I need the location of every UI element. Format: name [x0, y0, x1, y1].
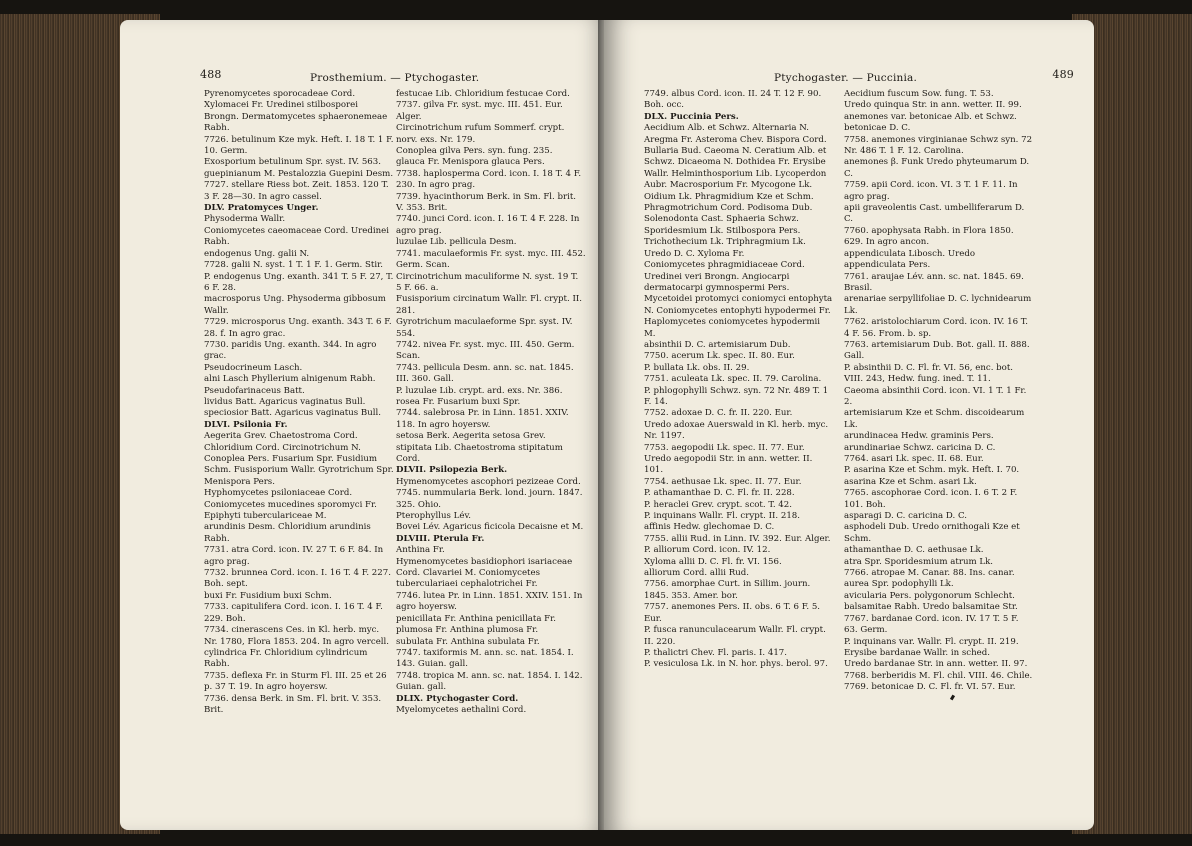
index-entry: 7745. nummularia Berk. lond. journ. 1847. 325. Ohio. [396, 488, 586, 510]
index-entry: endogenus Ung. galii N. [204, 248, 310, 259]
index-entry: asparagi D. C. caricina D. C. [844, 511, 967, 522]
index-entry: P. fusca ranunculacearum Wallr. Fl. crypt. II. 220. [644, 625, 829, 647]
index-entry: P. athamanthae D. C. Fl. fr. II. 228. [644, 488, 795, 499]
index-entry: Uredo quinqua Str. in ann. wetter. II. 99. [844, 100, 1022, 111]
left-page [120, 20, 610, 830]
index-entry: macrosporus Ung. Physoderma gibbosum Wallr. [204, 294, 389, 316]
index-entry: 7729. microsporus Ung. exanth. 343 T. 6 F. 28. f. In agro grac. [204, 317, 395, 339]
index-entry: 7754. aethusae Lk. spec. II. 77. Eur. [644, 476, 802, 487]
index-entry: 7769. betonicae D. C. Fl. fr. VI. 57. Eur. [844, 682, 1016, 693]
index-entry: Hymenomycetes ascophori pezizeae Cord. [396, 476, 581, 487]
index-entry: P. vesiculosa Lk. in N. hor. phys. berol. 97. [644, 659, 828, 670]
index-entry: Conoplea gilva Pers. syn. fung. 235. [396, 146, 553, 157]
index-entry: DLIX. Ptychogaster Cord. [396, 693, 519, 704]
index-entry: 7736. densa Berk. in Sm. Fl. brit. V. 353. Brit. [204, 693, 384, 715]
index-entry: arenariae serpyllifoliae D. C. lychnidearum Lk. [844, 294, 1035, 316]
index-entry: 7764. asari Lk. spec. II. 68. Eur. [844, 454, 984, 464]
index-entry: 7761. araujae Lév. ann. sc. nat. 1845. 69. Brasil. [844, 271, 1027, 293]
index-entry: Erysibe bardanae Wallr. in sched. [844, 647, 990, 658]
index-entry: Hymenomycetes basidiophori isariaceae Cord. Clavariei M. Coniomycetes tuberculariaei cephalotrichei Fr. [396, 556, 575, 590]
index-entry: speciosior Batt. Agaricus vaginatus Bull. [204, 408, 381, 419]
index-entry: guepinianum M. Pestalozzia Guepini Desm. [204, 168, 394, 179]
index-entry: 7733. capitulifera Cord. icon. I. 16 T. 4 F. 229. Boh. [204, 602, 386, 624]
index-entry: asphodeli Dub. Uredo ornithogali Kze et Schm. [844, 522, 1023, 544]
index-entry: 7744. salebrosa Pr. in Linn. 1851. XXIV. 118. In agro hoyersw. [396, 408, 572, 430]
index-entry: P. phlogophylli Schwz. syn. 72 Nr. 489 T. 1 F. 14. [644, 385, 831, 407]
index-entry: anemones var. betonicae Alb. et Schwz. betonicae D. C. [844, 111, 1020, 134]
index-entry: rosea Fr. Fusarium buxi Spr. [396, 396, 521, 407]
right-page [604, 20, 1094, 830]
right-page-number: 489 [1052, 68, 1074, 81]
index-entry: 7742. nivea Fr. syst. myc. III. 450. Germ. Scan. [396, 339, 578, 362]
index-entry: 7766. atropae M. Canar. 88. Ins. canar. aurea Spr. podophylli Lk. [844, 568, 1018, 590]
index-entry: cylindrica Fr. Chloridium cylindricum Rabh. [204, 647, 371, 670]
index-entry: alni Lasch Phyllerium alnigenum Rabh. [204, 374, 376, 385]
index-entry: Circinotrichum rufum Sommerf. crypt. norv. exs. Nr. 179. [396, 123, 568, 145]
index-entry: 7765. ascophorae Cord. icon. I. 6 T. 2 F. 101. Boh. [844, 488, 1020, 510]
index-entry: 7743. pellicula Desm. ann. sc. nat. 1845. III. 360. Gall. [396, 362, 577, 385]
index-entry: arundinacea Hedw. graminis Pers. [844, 431, 994, 442]
index-entry: 7737. gilva Fr. syst. myc. III. 451. Eur. Alger. [396, 100, 566, 122]
index-entry: Uredo bardanae Str. in ann. wetter. II. 97. [844, 659, 1028, 670]
index-entry: Circinotrichum maculiforme N. syst. 19 T. 5 F. 66. a. [396, 271, 581, 293]
index-entry: penicillata Fr. Anthina penicillata Fr. [396, 613, 557, 624]
index-entry: 7726. betulinum Kze myk. Heft. I. 18 T. 1 F. 10. Germ. [204, 134, 397, 157]
index-entry: Myelomycetes aethalini Cord. [396, 704, 527, 715]
index-entry: athamanthae D. C. aethusae Lk. [844, 545, 984, 556]
index-entry: 7748. tropica M. ann. sc. nat. 1854. I. 142. Guian. gall. [396, 670, 586, 693]
index-entry: 7735. deflexa Fr. in Sturm Fl. III. 25 et 26 p. 37 T. 19. In agro hoyersw. [204, 670, 390, 693]
index-entry: 7767. bardanae Cord. icon. IV. 17 T. 5 F. 63. Germ. [844, 613, 1022, 636]
index-entry: absinthii D. C. artemisiarum Dub. [644, 339, 791, 350]
index-entry: 7747. taxiformis M. ann. sc. nat. 1854. I. 143. Guian. gall. [396, 647, 577, 670]
index-entry: glauca Fr. Menispora glauca Pers. [396, 157, 545, 168]
index-entry: 7732. brunnea Cord. icon. I. 16 T. 4 F. 227. Boh. sept. [204, 568, 394, 590]
index-entry: alliorum Cord. allii Rud. [644, 568, 749, 579]
index-entry: Caeoma absinthii Cord. icon. VI. 1 T. 1 Fr. 2. [844, 385, 1030, 407]
index-entry: 7746. lutea Pr. in Linn. 1851. XXIV. 151. In agro hoyersw. [396, 590, 586, 613]
index-entry: Hyphomycetes psiloniaceae Cord. Coniomycetes mucedines sporomyci Fr. Epiphyti tuberculariceae M. [204, 488, 380, 522]
right-column-2 [844, 89, 1034, 694]
index-entry: arundinariae Schwz. caricina D. C. [844, 442, 996, 453]
index-entry: DLVI. Psilonia Fr. [204, 419, 288, 430]
index-entry: 7755. allii Rud. in Linn. IV. 392. Eur. Alger. [644, 533, 831, 544]
index-entry: 7751. aculeata Lk. spec. II. 79. Carolina. [644, 374, 822, 385]
index-entry: stipitata Lib. Chaetostroma stipitatum Cord. [396, 442, 566, 464]
left-column-2 [396, 89, 589, 716]
index-entry: Physoderma Wallr. [204, 214, 286, 225]
index-entry: 7728. galii N. syst. 1 T. 1 F. 1. Germ. Stir. [204, 260, 383, 271]
index-entry: P. luzulae Lib. crypt. ard. exs. Nr. 386. [396, 385, 563, 396]
index-entry: 7756. amorphae Curt. in Sillim. journ. 1845. 353. Amer. bor. [644, 579, 813, 601]
index-entry: subulata Fr. Anthina subulata Fr. [396, 636, 540, 647]
index-entry: Anthina Fr. [396, 545, 445, 556]
index-entry: Aegerita Grev. Chaetostroma Cord. Chloridium Cord. Circinotrichum N. Conoplea Pers. Fusarium Spr. Fusidium Schm. Fusisporium Wallr. Gyrotrichum Spr. Menispora Pers. [204, 431, 397, 487]
right-running-head: Ptychogaster. — Puccinia. [774, 72, 918, 84]
index-entry: Uredo adoxae Auerswald in Kl. herb. myc. Nr. 1197. [644, 419, 831, 442]
index-entry: Aecidium fuscum Sow. fung. T. 53. [844, 89, 994, 99]
index-entry: 7741. maculaeformis Fr. syst. myc. III. 452. Germ. Scan. [396, 248, 589, 271]
index-entry: 7738. haplosperma Cord. icon. I. 18 T. 4 F. 230. In agro prag. [396, 168, 584, 191]
index-entry: 7762. aristolochiarum Cord. icon. IV. 16 T. 4 F. 56. From. b. sp. [844, 317, 1031, 339]
index-entry: Bovei Lév. Agaricus ficicola Decaisne et M. [396, 522, 584, 533]
index-entry: anemones β. Funk Uredo phyteumarum D. C. [844, 157, 1032, 179]
index-entry: buxi Fr. Fusidium buxi Schm. [204, 590, 332, 601]
left-page-number: 488 [200, 68, 222, 81]
index-entry: P. heraclei Grev. crypt. scot. T. 42. [644, 499, 792, 510]
index-entry: DLX. Puccinia Pers. [644, 111, 739, 122]
index-entry: Xyloma allii D. C. Fl. fr. VI. 156. [644, 556, 782, 567]
index-entry: Pseudocrineum Lasch. [204, 362, 303, 373]
index-entry: 7739. hyacinthorum Berk. in Sm. Fl. brit. V. 353. Brit. [396, 191, 579, 214]
index-entry: 7763. artemisiarum Dub. Bot. gall. II. 888. Gall. [844, 339, 1033, 362]
index-entry: balsamitae Rabh. Uredo balsamitae Str. [844, 602, 1018, 613]
index-entry: 7753. aegopodii Lk. spec. II. 77. Eur. Uredo aegopodii Str. in ann. wetter. II. 101. [644, 442, 816, 476]
index-entry: 7759. apii Cord. icon. VI. 3 T. 1 F. 11. In agro prag. [844, 180, 1021, 202]
index-entry: artemisiarum Kze et Schm. discoidearum Lk. [844, 408, 1027, 430]
index-entry: atra Spr. Sporidesmium atrum Lk. [844, 556, 994, 567]
index-entry: Coniomycetes caeomaceae Cord. Uredinei Rabh. [204, 225, 392, 248]
left-column-1 [204, 89, 397, 716]
index-entry: Exosporium betulinum Spr. syst. IV. 563. [204, 157, 381, 168]
index-entry: P. alliorum Cord. icon. IV. 12. [644, 545, 771, 556]
index-entry: 7760. apophysata Rabh. in Flora 1850. 629. In agro ancon. [844, 225, 1017, 248]
index-entry: 7757. anemones Pers. II. obs. 6 T. 6 F. 5. Eur. [644, 602, 823, 624]
index-entry: P. inquinans Wallr. Fl. crypt. II. 218. [644, 511, 800, 522]
index-entry: Gyrotrichum maculaeforme Spr. syst. IV. 554. [396, 317, 576, 339]
index-entry: avicularia Pers. polygonorum Schlecht. [844, 590, 1015, 601]
index-entry: P. inquinans var. Wallr. Fl. crypt. II. 219. [844, 636, 1019, 647]
index-entry: asarina Kze et Schm. asari Lk. [844, 476, 977, 487]
index-entry: festucae Lib. Chloridium festucae Cord. [396, 89, 570, 99]
index-entry: Coniomycetes phragmidiaceae Cord. Uredinei veri Brongn. Angiocarpi dermatocarpi gymnospermi Pers. Mycetoidei protomyci coniomyci entophyta N. Coniomycetes entophyti hypodermei Fr. Haplomycetes coniomycetes hypodermii M. [644, 260, 835, 339]
index-entry: Pseudofarinaceus Batt. [204, 385, 305, 396]
index-entry: P. bullata Lk. obs. II. 29. [644, 362, 750, 373]
index-entry: plumosa Fr. Anthina plumosa Fr. [396, 625, 539, 636]
ink-mark [950, 695, 955, 701]
index-entry: 7752. adoxae D. C. fr. II. 220. Eur. [644, 408, 793, 419]
index-entry: apii graveolentis Cast. umbelliferarum D. C. [844, 203, 1028, 225]
index-entry: DLVII. Psilopezia Berk. [396, 465, 508, 476]
index-entry: arundinis Desm. Chloridium arundinis Rabh. [204, 522, 374, 544]
index-entry: 7768. berberidis M. Fl. chil. VIII. 46. Chile. [844, 670, 1033, 681]
index-entry: 7740. junci Cord. icon. I. 16 T. 4 F. 228. In agro prag. [396, 214, 583, 236]
index-entry: DLVIII. Pterula Fr. [396, 533, 485, 544]
index-entry: Pyrenomycetes sporocadeae Cord. Xylomacei Fr. Uredinei stilbosporei Brongn. Dermatomycetes sphaeronemeae Rabh. [204, 89, 390, 134]
left-running-head: Prosthemium. — Ptychogaster. [310, 72, 480, 84]
index-entry: P. asarina Kze et Schm. myk. Heft. I. 70. [844, 465, 1020, 476]
right-column-1 [644, 89, 834, 671]
index-entry: DLV. Pratomyces Unger. [204, 203, 319, 214]
index-entry: 7730. paridis Ung. exanth. 344. In agro grac. [204, 339, 380, 362]
index-entry: P. absinthii D. C. Fl. fr. VI. 56, enc. bot. VIII. 243, Hedw. fung. ined. T. 11. [844, 362, 1016, 385]
index-entry: 7758. anemones virginianae Schwz syn. 72 Nr. 486 T. 1 F. 12. Carolina. [844, 134, 1035, 157]
index-entry: Aecidium Alb. et Schwz. Alternaria N. Aregma Fr. Asteroma Chev. Bispora Cord. Bullaria Bud. Caeoma N. Ceratium Alb. et Schwz. Dicaeoma N. Dothidea Fr. Erysibe Wallr. Helminthosporium Lib. Lycoperdon Aubr. Macrosporium Fr. Mycogone Lk. Oidium Lk. Phragmidium Kze et Schm. Phragmotrichum Cord. Podisoma Dub. Solenodonta Cast. Sphaeria Schwz. Sporidesmium Lk. Stilbospora Pers. Trichothecium Lk. Triphragmium Lk. Uredo D. C. Xyloma Fr. [644, 123, 830, 259]
index-entry: 7734. cinerascens Ces. in Kl. herb. myc. Nr. 1780, Flora 1853. 204. In agro vercell. [204, 625, 390, 647]
index-entry: 7731. atra Cord. icon. IV. 27 T. 6 F. 84. In agro prag. [204, 545, 386, 567]
index-entry: setosa Berk. Aegerita setosa Grev. [396, 431, 546, 442]
index-entry: 7749. albus Cord. icon. II. 24 T. 12 F. 90. Boh. occ. [644, 89, 824, 111]
index-entry: Pterophyllus Lév. [396, 511, 472, 522]
index-entry: lividus Batt. Agaricus vaginatus Bull. [204, 396, 366, 407]
index-entry: affinis Hedw. glechomae D. C. [644, 522, 775, 533]
index-entry: 7727. stellare Riess bot. Zeit. 1853. 120 T. 3 F. 28—30. In agro cassel. [204, 180, 392, 202]
index-entry: appendiculata Libosch. Uredo appendiculata Pers. [844, 248, 978, 271]
index-entry: Fusisporium circinatum Wallr. Fl. crypt. II. 281. [396, 294, 585, 316]
index-entry: P. thalictri Chev. Fl. paris. I. 417. [644, 647, 787, 658]
index-entry: 7750. acerum Lk. spec. II. 80. Eur. [644, 351, 795, 362]
index-entry: P. endogenus Ung. exanth. 341 T. 5 F. 27, T. 6 F. 28. [204, 271, 397, 293]
index-entry: luzulae Lib. pellicula Desm. [396, 237, 517, 248]
